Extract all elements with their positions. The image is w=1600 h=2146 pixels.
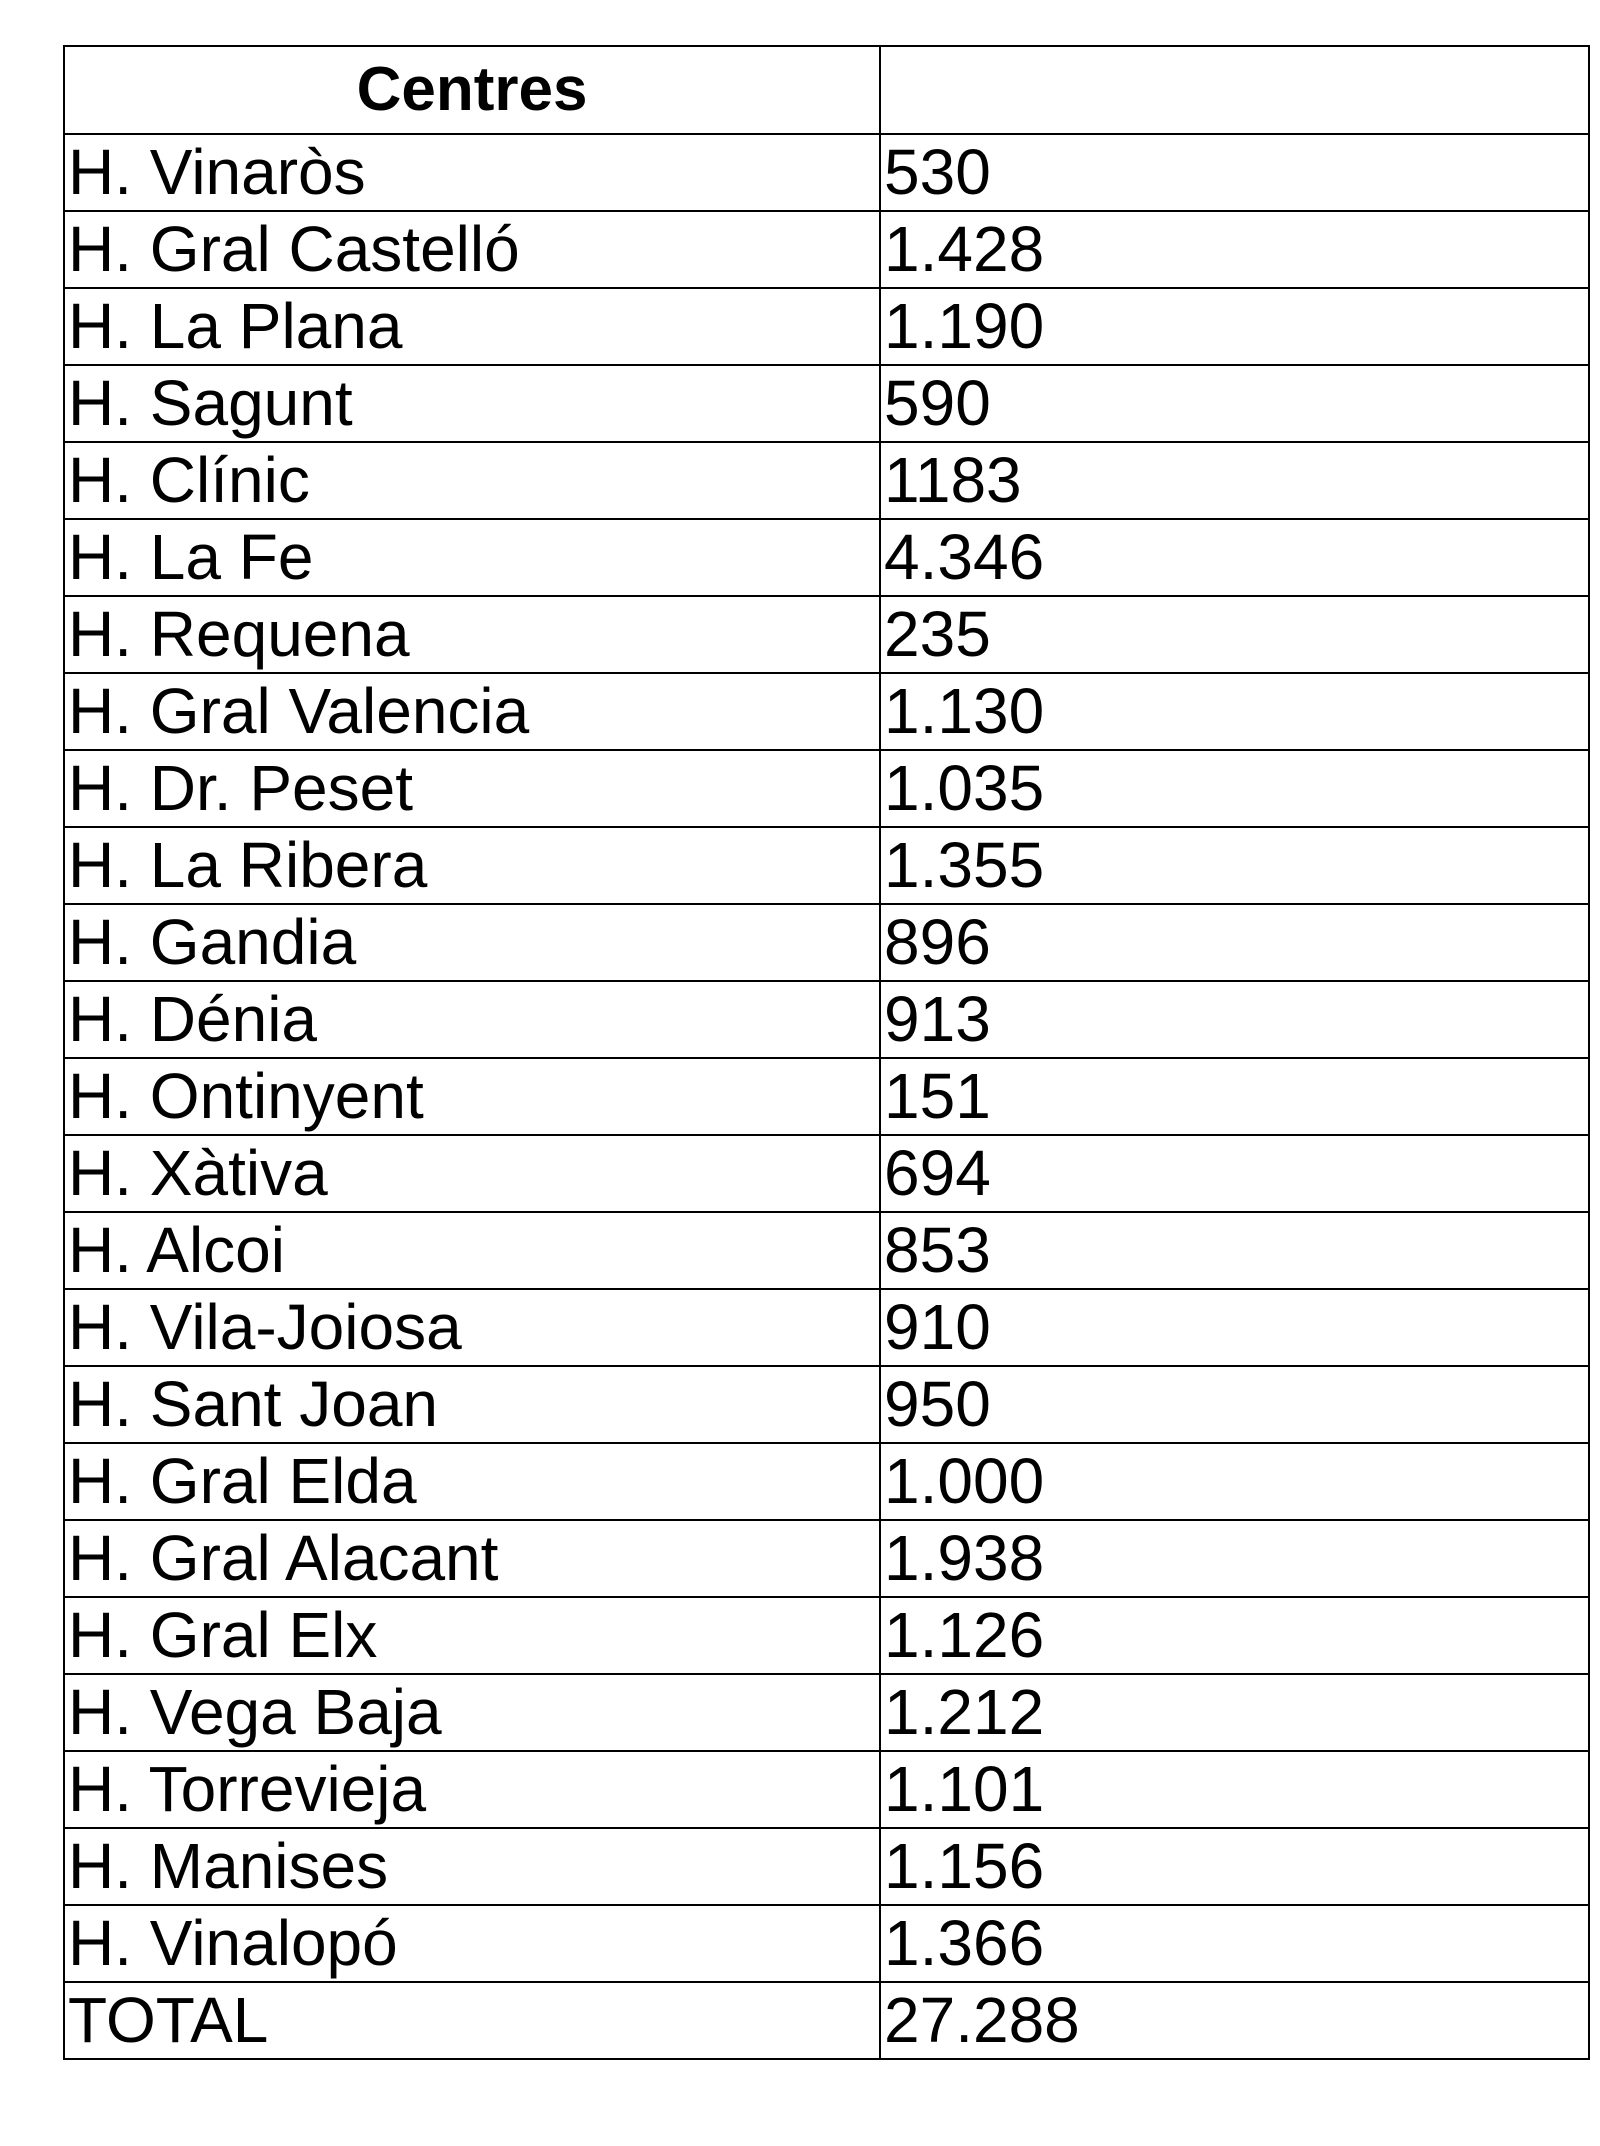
- table-header-row: [64, 46, 1589, 134]
- table-row: [64, 1135, 1589, 1212]
- centre-name: H. Vinaròs: [64, 134, 880, 211]
- centre-value: 1.035: [880, 750, 1589, 827]
- centre-name: H. Gral Elx: [64, 1597, 880, 1674]
- table-row: [64, 1828, 1589, 1905]
- table-body: [64, 134, 1589, 1982]
- table-row: [64, 1058, 1589, 1135]
- table-row: [64, 1212, 1589, 1289]
- table-row: [64, 596, 1589, 673]
- centre-name: H. Requena: [64, 596, 880, 673]
- centre-value: 1.130: [880, 673, 1589, 750]
- table-row: [64, 1674, 1589, 1751]
- centre-value: 590: [880, 365, 1589, 442]
- centre-name: H. Dénia: [64, 981, 880, 1058]
- centre-name: H. La Ribera: [64, 827, 880, 904]
- centre-value: 913: [880, 981, 1589, 1058]
- centres-table: [63, 45, 1590, 2060]
- centre-name: H. Gral Elda: [64, 1443, 880, 1520]
- table-row: [64, 1289, 1589, 1366]
- centre-name: H. Sagunt: [64, 365, 880, 442]
- centre-value: 151: [880, 1058, 1589, 1135]
- centre-value: 1.126: [880, 1597, 1589, 1674]
- centre-name: H. Manises: [64, 1828, 880, 1905]
- total-value: 27.288: [880, 1982, 1589, 2059]
- centre-value: 1.156: [880, 1828, 1589, 1905]
- centre-name: H. Alcoi: [64, 1212, 880, 1289]
- centre-value: 235: [880, 596, 1589, 673]
- centre-value: 1.000: [880, 1443, 1589, 1520]
- centre-name: H. La Fe: [64, 519, 880, 596]
- centre-name: H. Dr. Peset: [64, 750, 880, 827]
- table-row: [64, 827, 1589, 904]
- table-row: [64, 1366, 1589, 1443]
- table-row: [64, 750, 1589, 827]
- centre-name: H. Clínic: [64, 442, 880, 519]
- centre-name: H. Ontinyent: [64, 1058, 880, 1135]
- table-row: [64, 904, 1589, 981]
- table-row: [64, 673, 1589, 750]
- total-label: TOTAL: [64, 1982, 880, 2059]
- total-row: [64, 1982, 1589, 2059]
- header-value: [880, 46, 1589, 134]
- centre-name: H. La Plana: [64, 288, 880, 365]
- centre-name: H. Gandia: [64, 904, 880, 981]
- centre-value: 1.212: [880, 1674, 1589, 1751]
- centre-name: H. Gral Castelló: [64, 211, 880, 288]
- centre-name: H. Sant Joan: [64, 1366, 880, 1443]
- centre-value: 1.355: [880, 827, 1589, 904]
- table-row: [64, 365, 1589, 442]
- table-row: [64, 1443, 1589, 1520]
- centre-name: H. Gral Alacant: [64, 1520, 880, 1597]
- centre-value: 1.938: [880, 1520, 1589, 1597]
- centre-value: 1.101: [880, 1751, 1589, 1828]
- centre-value: 4.346: [880, 519, 1589, 596]
- centre-value: 1.428: [880, 211, 1589, 288]
- centre-name: H. Torrevieja: [64, 1751, 880, 1828]
- centre-value: 950: [880, 1366, 1589, 1443]
- table-row: [64, 442, 1589, 519]
- centre-value: 1.366: [880, 1905, 1589, 1982]
- centre-value: 530: [880, 134, 1589, 211]
- centre-value: 1183: [880, 442, 1589, 519]
- header-centres: Centres: [64, 46, 880, 134]
- centre-name: H. Gral Valencia: [64, 673, 880, 750]
- centre-value: 896: [880, 904, 1589, 981]
- table-row: [64, 1597, 1589, 1674]
- table-row: [64, 288, 1589, 365]
- centre-name: H. Vinalopó: [64, 1905, 880, 1982]
- centre-value: 853: [880, 1212, 1589, 1289]
- centre-name: H. Vila-Joiosa: [64, 1289, 880, 1366]
- centre-value: 1.190: [880, 288, 1589, 365]
- centre-value: 694: [880, 1135, 1589, 1212]
- table-row: [64, 519, 1589, 596]
- table-row: [64, 1751, 1589, 1828]
- table-row: [64, 211, 1589, 288]
- centre-value: 910: [880, 1289, 1589, 1366]
- table-row: [64, 134, 1589, 211]
- centre-name: H. Xàtiva: [64, 1135, 880, 1212]
- table-row: [64, 981, 1589, 1058]
- table-row: [64, 1905, 1589, 1982]
- centre-name: H. Vega Baja: [64, 1674, 880, 1751]
- table-row: [64, 1520, 1589, 1597]
